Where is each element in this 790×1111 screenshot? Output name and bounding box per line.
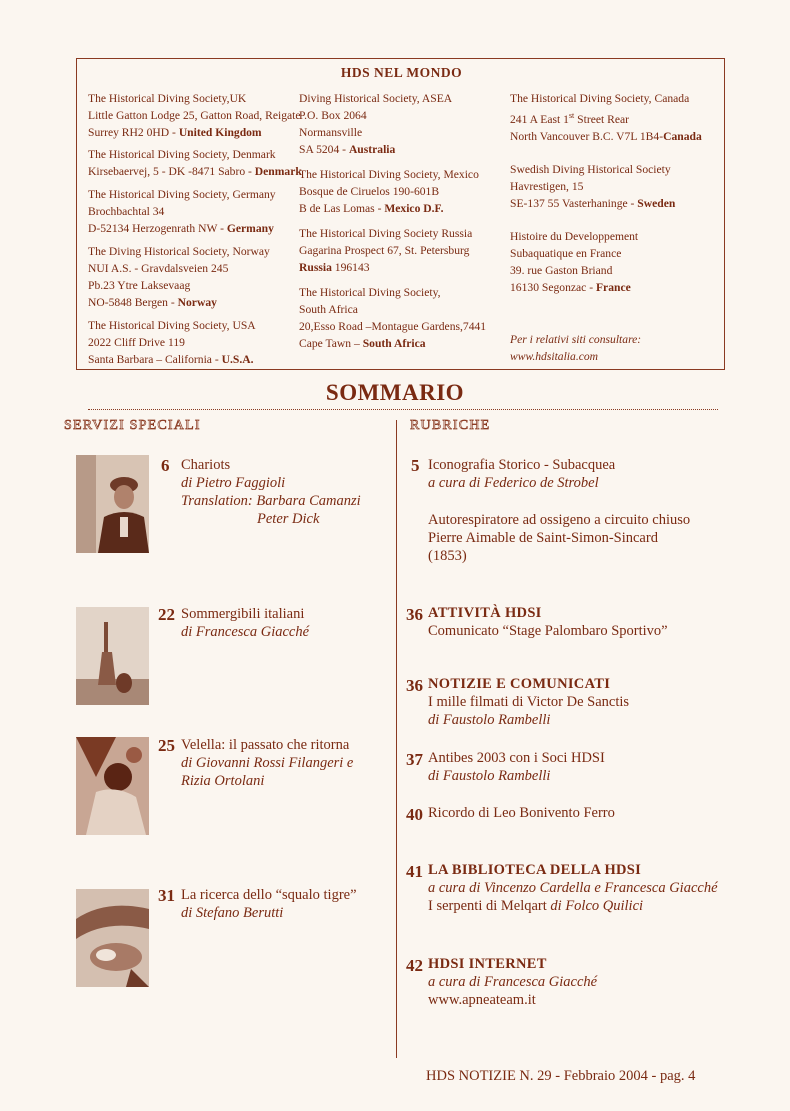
submarine-photo [76,607,149,705]
page-footer: HDS NOTIZIE N. 29 - Febbraio 2004 - pag. 4 [426,1068,696,1084]
page-number-sommergibili: 22 [158,605,175,624]
address-australia: Diving Historical Society, ASEA P.O. Box 2064 Normansville SA 5204 - Australia [299,92,453,156]
page-number-iconografia: 5 [411,456,420,475]
squalo-tigre-photo-art [76,889,149,987]
apneateam-link[interactable]: www.apneateam.it [428,992,536,1008]
article-attivita-hdsi[interactable]: ATTIVITÀ HDSI Comunicato “Stage Palombaro Sportivo” [428,605,668,639]
squalo-tigre-photo [76,889,149,987]
page-number-notizie: 36 [406,676,423,695]
dotted-divider [88,409,718,410]
column-divider [396,420,397,1058]
article-chariots[interactable]: Chariots di Pietro Faggioli Translation: Barbara Camanzi Peter Dick [181,457,361,527]
article-iconografia[interactable]: Iconografia Storico - Subacquea a cura di Federico de Strobel Autorespiratore ad ossigeno a circuito chiuso Pierre Aimable de Saint-Simon-Sincard (1853) [428,457,691,564]
article-notizie-comunicati[interactable]: NOTIZIE E COMUNICATI I mille filmati di Victor De Sanctis di Faustolo Rambelli [428,676,630,728]
submarine-photo-art [76,607,149,705]
address-mexico: The Historical Diving Society, Mexico Bosque de Ciruelos 190-601B B de Las Lomas - Mexico D.F. [299,168,479,215]
page-number-ricordo: 40 [406,805,423,824]
sites-note: Per i relativi siti consultare: [510,332,642,346]
velella-photo-art [76,737,149,835]
article-biblioteca[interactable]: LA BIBLIOTECA DELLA HDSI a cura di Vincenzo Cardella e Francesca Giacché I serpenti di Melqart di Folco Quilici [428,862,718,914]
chariots-photo [76,455,149,553]
hds-nel-mondo-box [76,58,725,370]
addresses-column-3 [510,90,702,365]
article-sommergibili[interactable]: Sommergibili italiani di Francesca Giacché [181,606,310,640]
address-sweden: Swedish Diving Historical Society Havrestigen, 15 SE-137 55 Vasterhaninge - Sweden [510,162,676,210]
addresses-column-2 [299,90,486,352]
article-velella[interactable]: Velella: il passato che ritorna di Giovanni Rossi Filangeri e Rizia Ortolani [181,737,354,789]
address-uk: The Historical Diving Society,UK Little Gatton Lodge 25, Gatton Road, Reigate Surrey RH2 0HD - United Kingdom [88,92,301,139]
box-title: HDS NEL MONDO [340,65,463,80]
section-servizi-speciali: SERVIZI SPECIALI [64,418,201,433]
page-number-biblioteca: 41 [406,862,423,881]
page-number-antibes: 37 [406,750,423,769]
page-number-internet: 42 [406,956,423,975]
address-canada: The Historical Diving Society, Canada 241 A East 1st Street Rear North Vancouver B.C. V7L 1B4-Canada [510,92,702,143]
address-usa: The Historical Diving Society, USA 2022 Cliff Drive 119 Santa Barbara – California - U.S.A. [88,319,256,366]
addresses-column-1 [88,90,302,368]
article-antibes[interactable]: Antibes 2003 con i Soci HDSI di Faustolo Rambelli [428,750,605,784]
page-number-chariots: 6 [161,456,170,475]
velella-photo [76,737,149,835]
page-number-squalo: 31 [158,886,175,905]
section-rubriche: RUBRICHE [410,418,491,433]
address-germany: The Historical Diving Society, Germany Brochbachtal 34 D-52134 Herzogenrath NW - Germany [88,188,276,235]
article-ricordo[interactable]: Ricordo di Leo Bonivento Ferro [428,805,615,821]
sommario-heading: SOMMARIO [325,380,465,405]
address-south-africa: The Historical Diving Society, South Africa 20,Esso Road –Montague Gardens,7441 Cape Tawn – South Africa [299,286,487,350]
chariots-photo-art [76,455,149,553]
address-russia: The Historical Diving Society Russia Gagarina Prospect 67, St. Petersburg Russia 196143 [299,227,473,274]
article-hdsi-internet[interactable]: HDSI INTERNET a cura di Francesca Giacché www.apneateam.it [428,956,598,1008]
page-number-velella: 25 [158,736,175,755]
address-norway: The Diving Historical Society, Norway NUI A.S. - Gravdalsveien 245 Pb.23 Ytre Laksevaag NO-5848 Bergen - Norway [88,245,270,309]
article-squalo-tigre[interactable]: La ricerca dello “squalo tigre” di Stefano Berutti [181,887,357,921]
page-number-attivita: 36 [406,605,423,624]
address-denmark: The Historical Diving Society, Denmark Kirsebaervej, 5 - DK -8471 Sabro - Denmark [88,148,302,178]
sites-url[interactable]: www.hdsitalia.com [510,349,599,363]
address-france: Histoire du Developpement Subaquatique en France 39. rue Gaston Briand 16130 Segonzac - France [510,229,639,294]
